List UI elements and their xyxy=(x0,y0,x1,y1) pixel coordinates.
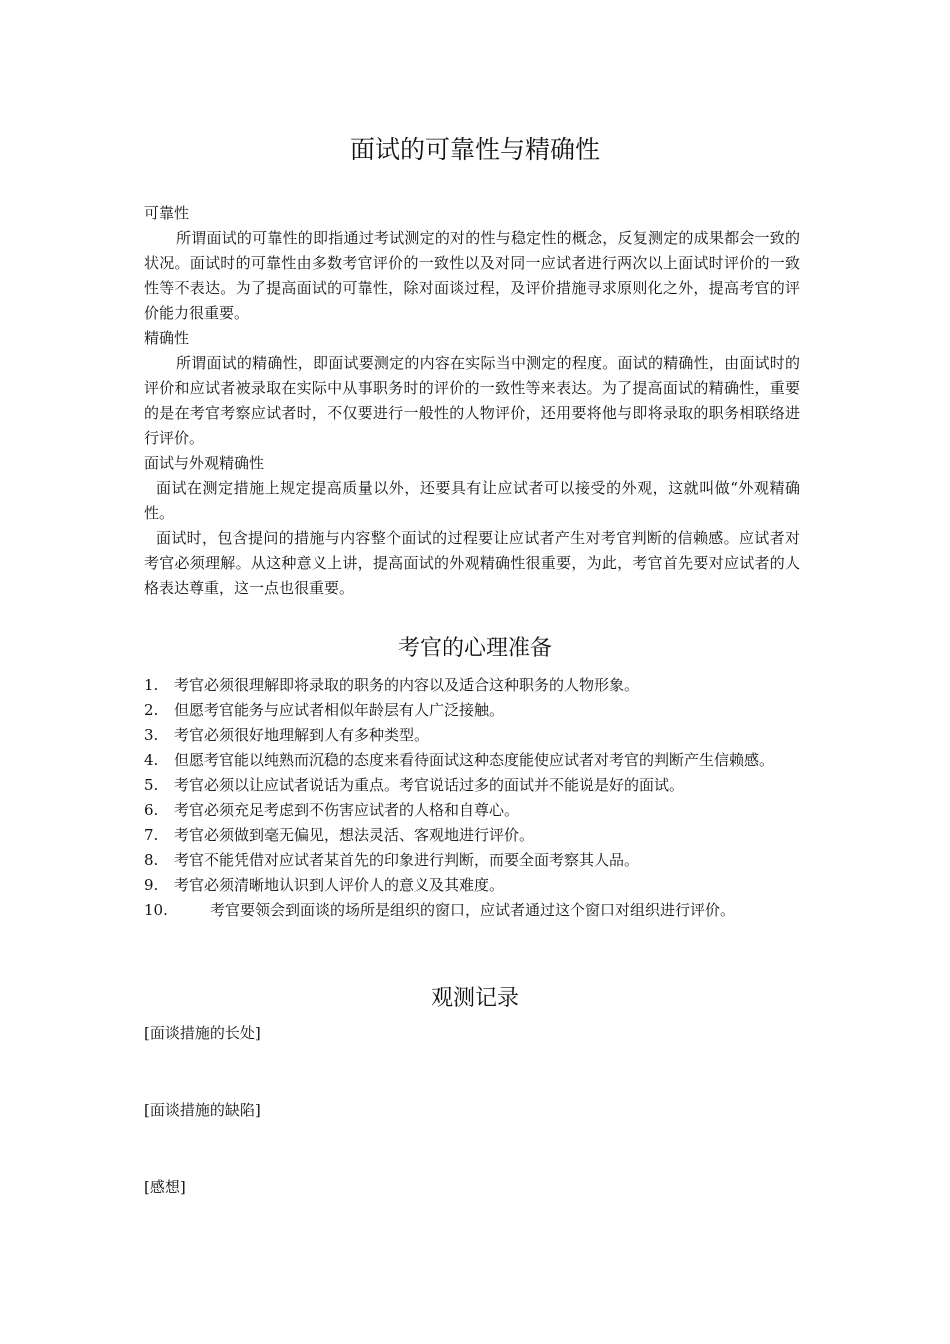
list-item-number: 8. xyxy=(144,851,159,869)
record-thoughts-label: [感想] xyxy=(144,1178,186,1196)
list-item-number: 3. xyxy=(144,726,159,744)
preparation-list xyxy=(144,673,800,923)
list-item xyxy=(144,698,800,723)
observation-records xyxy=(144,1021,800,1252)
heading-reliability: 可靠性 xyxy=(144,204,190,222)
list-item-number: 4. xyxy=(144,751,159,769)
paragraph-precision: 所谓面试的精确性，即面试要测定的内容在实际当中测定的程度。面试的精确性，由面试时的评价和应试者被录取在实际中从事职务时的评价的一致性等来表达。为了提高面试的精确性，重要的是在考官考察应试者时，不仅要进行一般性的人物评价，还用要将他与即将录取的职务相联络进行评价。 xyxy=(144,354,800,447)
list-item-text: 考官要领会到面谈的场所是组织的窗口，应试者通过这个窗口对组织进行评价。 xyxy=(210,901,736,919)
list-item-number: 1. xyxy=(144,676,159,694)
heading-face-validity: 面试与外观精确性 xyxy=(144,454,265,472)
list-item xyxy=(144,723,800,748)
list-item-text: 考官不能凭借对应试者某首先的印象进行判断，而要全面考察其人品。 xyxy=(174,851,640,869)
section-reliability-precision xyxy=(144,201,800,601)
paragraph-face-validity-2: 面试时，包含提问的措施与内容整个面试的过程要让应试者产生对考官判断的信赖感。应试者对考官必须理解。从这种意义上讲，提高面试的外观精确性很重要，为此，考官首先要对应试者的人格表达尊重，这一点也很重要。 xyxy=(144,529,800,597)
heading-precision: 精确性 xyxy=(144,329,190,347)
list-item-text: 考官必须充足考虑到不伤害应试者的人格和自尊心。 xyxy=(174,801,520,819)
list-item xyxy=(144,873,800,898)
list-item xyxy=(144,898,800,923)
list-item xyxy=(144,748,800,773)
list-item-text: 但愿考官能务与应试者相似年龄层有人广泛接触。 xyxy=(174,701,505,719)
list-item-number: 5. xyxy=(144,776,159,794)
record-strengths-label: [面谈措施的长处] xyxy=(144,1024,261,1042)
record-weaknesses-label: [面谈措施的缺陷] xyxy=(144,1101,261,1119)
section-title-preparation: 考官的心理准备 xyxy=(397,636,552,661)
list-item-number: 2. xyxy=(144,701,159,719)
list-item-text: 考官必须清晰地认识到人评价人的意义及其难度。 xyxy=(174,876,505,894)
paragraph-face-validity-1: 面试在测定措施上规定提高质量以外，还要具有让应试者可以接受的外观，这就叫做“外观精确性。 xyxy=(144,479,800,522)
list-item-number: 10. xyxy=(144,901,168,919)
list-item xyxy=(144,823,800,848)
section-title-observation: 观测记录 xyxy=(430,986,519,1011)
list-item-number: 7. xyxy=(144,826,159,844)
list-item xyxy=(144,773,800,798)
paragraph-reliability: 所谓面试的可靠性的即指通过考试测定的对的性与稳定性的概念，反复测定的成果都会一致的状况。面试时的可靠性由多数考官评价的一致性以及对同一应试者进行两次以上面试时评价的一致性等不表达。为了提高面试的可靠性，除对面谈过程，及评价措施寻求原则化之外，提高考官的评价能力很重要。 xyxy=(144,229,800,322)
list-item-number: 6. xyxy=(144,801,159,819)
list-item-number: 9. xyxy=(144,876,159,894)
list-item-text: 但愿考官能以纯熟而沉稳的态度来看待面试这种态度能使应试者对考官的判断产生信赖感。 xyxy=(174,751,775,769)
list-item-text: 考官必须以让应试者说话为重点。考官说话过多的面试并不能说是好的面试。 xyxy=(174,776,685,794)
document-title: 面试的可靠性与精确性 xyxy=(349,135,600,164)
list-item xyxy=(144,673,800,698)
list-item xyxy=(144,798,800,823)
list-item-text: 考官必须很好地理解到人有多种类型。 xyxy=(174,726,430,744)
list-item-text: 考官必须很理解即将录取的职务的内容以及适合这种职务的人物形象。 xyxy=(174,676,640,694)
list-item-text: 考官必须做到毫无偏见，想法灵活、客观地进行评价。 xyxy=(174,826,535,844)
list-item xyxy=(144,848,800,873)
